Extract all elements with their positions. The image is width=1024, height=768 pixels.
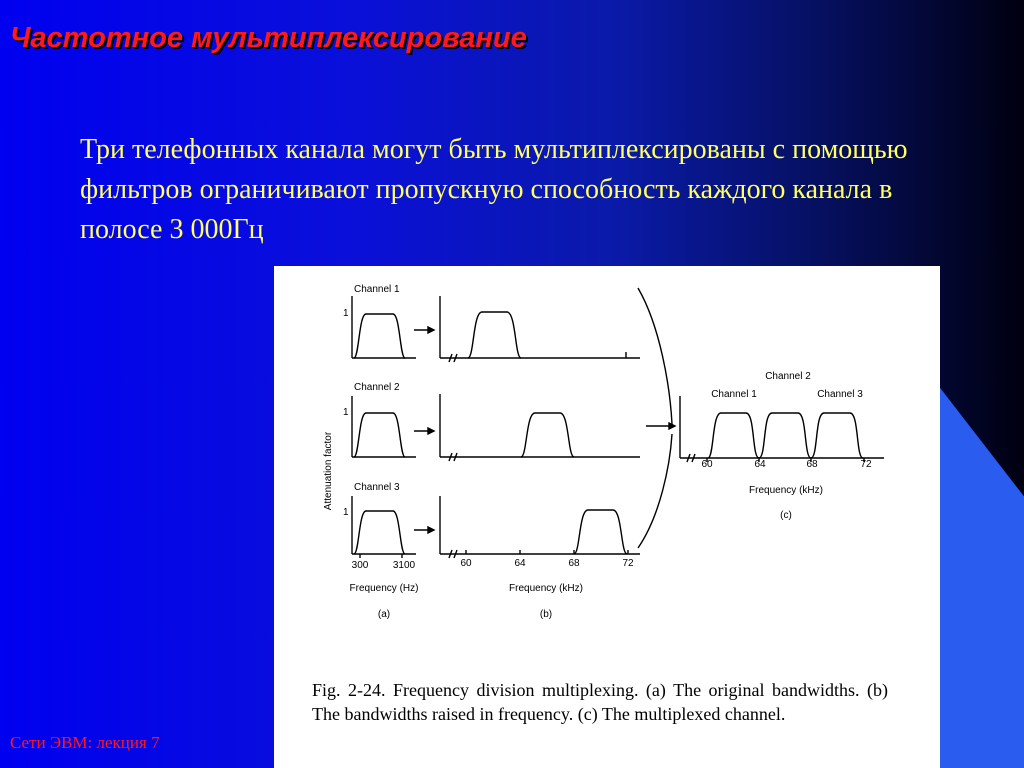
panel-c-xlabel: Frequency (kHz)	[749, 485, 823, 496]
panel-a-row-2-band	[354, 413, 405, 457]
panel-a-row-2-one-label: 1	[343, 407, 349, 418]
panel-a-row-1-arrowhead	[428, 327, 434, 333]
figure-caption: Fig. 2-24. Frequency division multiplexing. (a) The original bandwidths. (b) The bandwidths raised in frequency. (c) The multiplexed channel.	[312, 680, 888, 724]
panel-b-tick-label-60: 60	[460, 558, 472, 569]
panel-b-row-3-band	[574, 510, 627, 554]
panel-c-tick-label-68: 68	[806, 459, 818, 470]
panel-a-row-3-one-label: 1	[343, 507, 349, 518]
panel-a-row-3-band	[354, 511, 405, 554]
panel-a-tick-label-300: 300	[351, 560, 369, 571]
panel-a-row-2-arrowhead	[428, 428, 434, 434]
panel-b-label: (b)	[539, 609, 553, 620]
panel-c-tick-label-64: 64	[754, 459, 766, 470]
curve-from-channel-1	[638, 288, 672, 424]
y-axis-label: Attenuation factor	[323, 431, 334, 511]
panel-c-channel-1-label: Channel 1	[711, 389, 757, 400]
panel-a-channel-3-label: Channel 3	[354, 482, 400, 493]
panel-a-row-3-arrowhead	[428, 527, 434, 533]
panel-c-label: (c)	[780, 510, 792, 521]
panel-c-channel-3-label: Channel 3	[817, 389, 863, 400]
panel-b-tick-label-64: 64	[514, 558, 526, 569]
panel-c	[680, 371, 884, 521]
decorative-wedge	[934, 380, 1024, 768]
panel-c-tick-label-72: 72	[860, 459, 872, 470]
slide-body-text: Три телефонных канала могут быть мультиплексированы с помощью фильтров ограничивают пропускную способность каждого канала в полосе 3 000Гц	[80, 134, 908, 245]
panel-a-label: (a)	[377, 609, 391, 620]
panel-a	[343, 284, 434, 620]
panel-a-row-1-band	[354, 314, 405, 358]
panel-b-row-1-band	[468, 312, 521, 358]
panel-b-tick-label-72: 72	[622, 558, 634, 569]
fdm-diagram	[274, 266, 940, 666]
panel-c-tick-label-60: 60	[701, 459, 713, 470]
panel-a-channel-2-label: Channel 2	[354, 382, 400, 393]
panel-a-row-1-one-label: 1	[343, 308, 349, 319]
slide-footer: Сети ЭВМ: лекция 7	[10, 733, 160, 752]
panel-b-tick-label-68: 68	[568, 558, 580, 569]
fdm-figure	[274, 266, 940, 768]
slide-title: Частотное мультиплексирование	[10, 22, 527, 54]
panel-a-channel-1-label: Channel 1	[354, 284, 400, 295]
panel-a-tick-label-3100: 3100	[392, 560, 416, 571]
panel-b-row-2-band	[521, 413, 574, 457]
panel-c-band-1	[708, 413, 759, 458]
panel-b-xlabel: Frequency (kHz)	[509, 583, 583, 594]
panel-c-band-2	[759, 413, 811, 458]
converging-arrows	[638, 288, 675, 548]
curve-from-channel-3	[638, 434, 672, 548]
panel-c-band-3	[811, 413, 863, 458]
merge-arrowhead	[669, 423, 675, 429]
panel-c-channel-2-label: Channel 2	[765, 371, 811, 382]
panel-a-xlabel: Frequency (Hz)	[349, 583, 419, 594]
panel-b	[440, 296, 640, 620]
